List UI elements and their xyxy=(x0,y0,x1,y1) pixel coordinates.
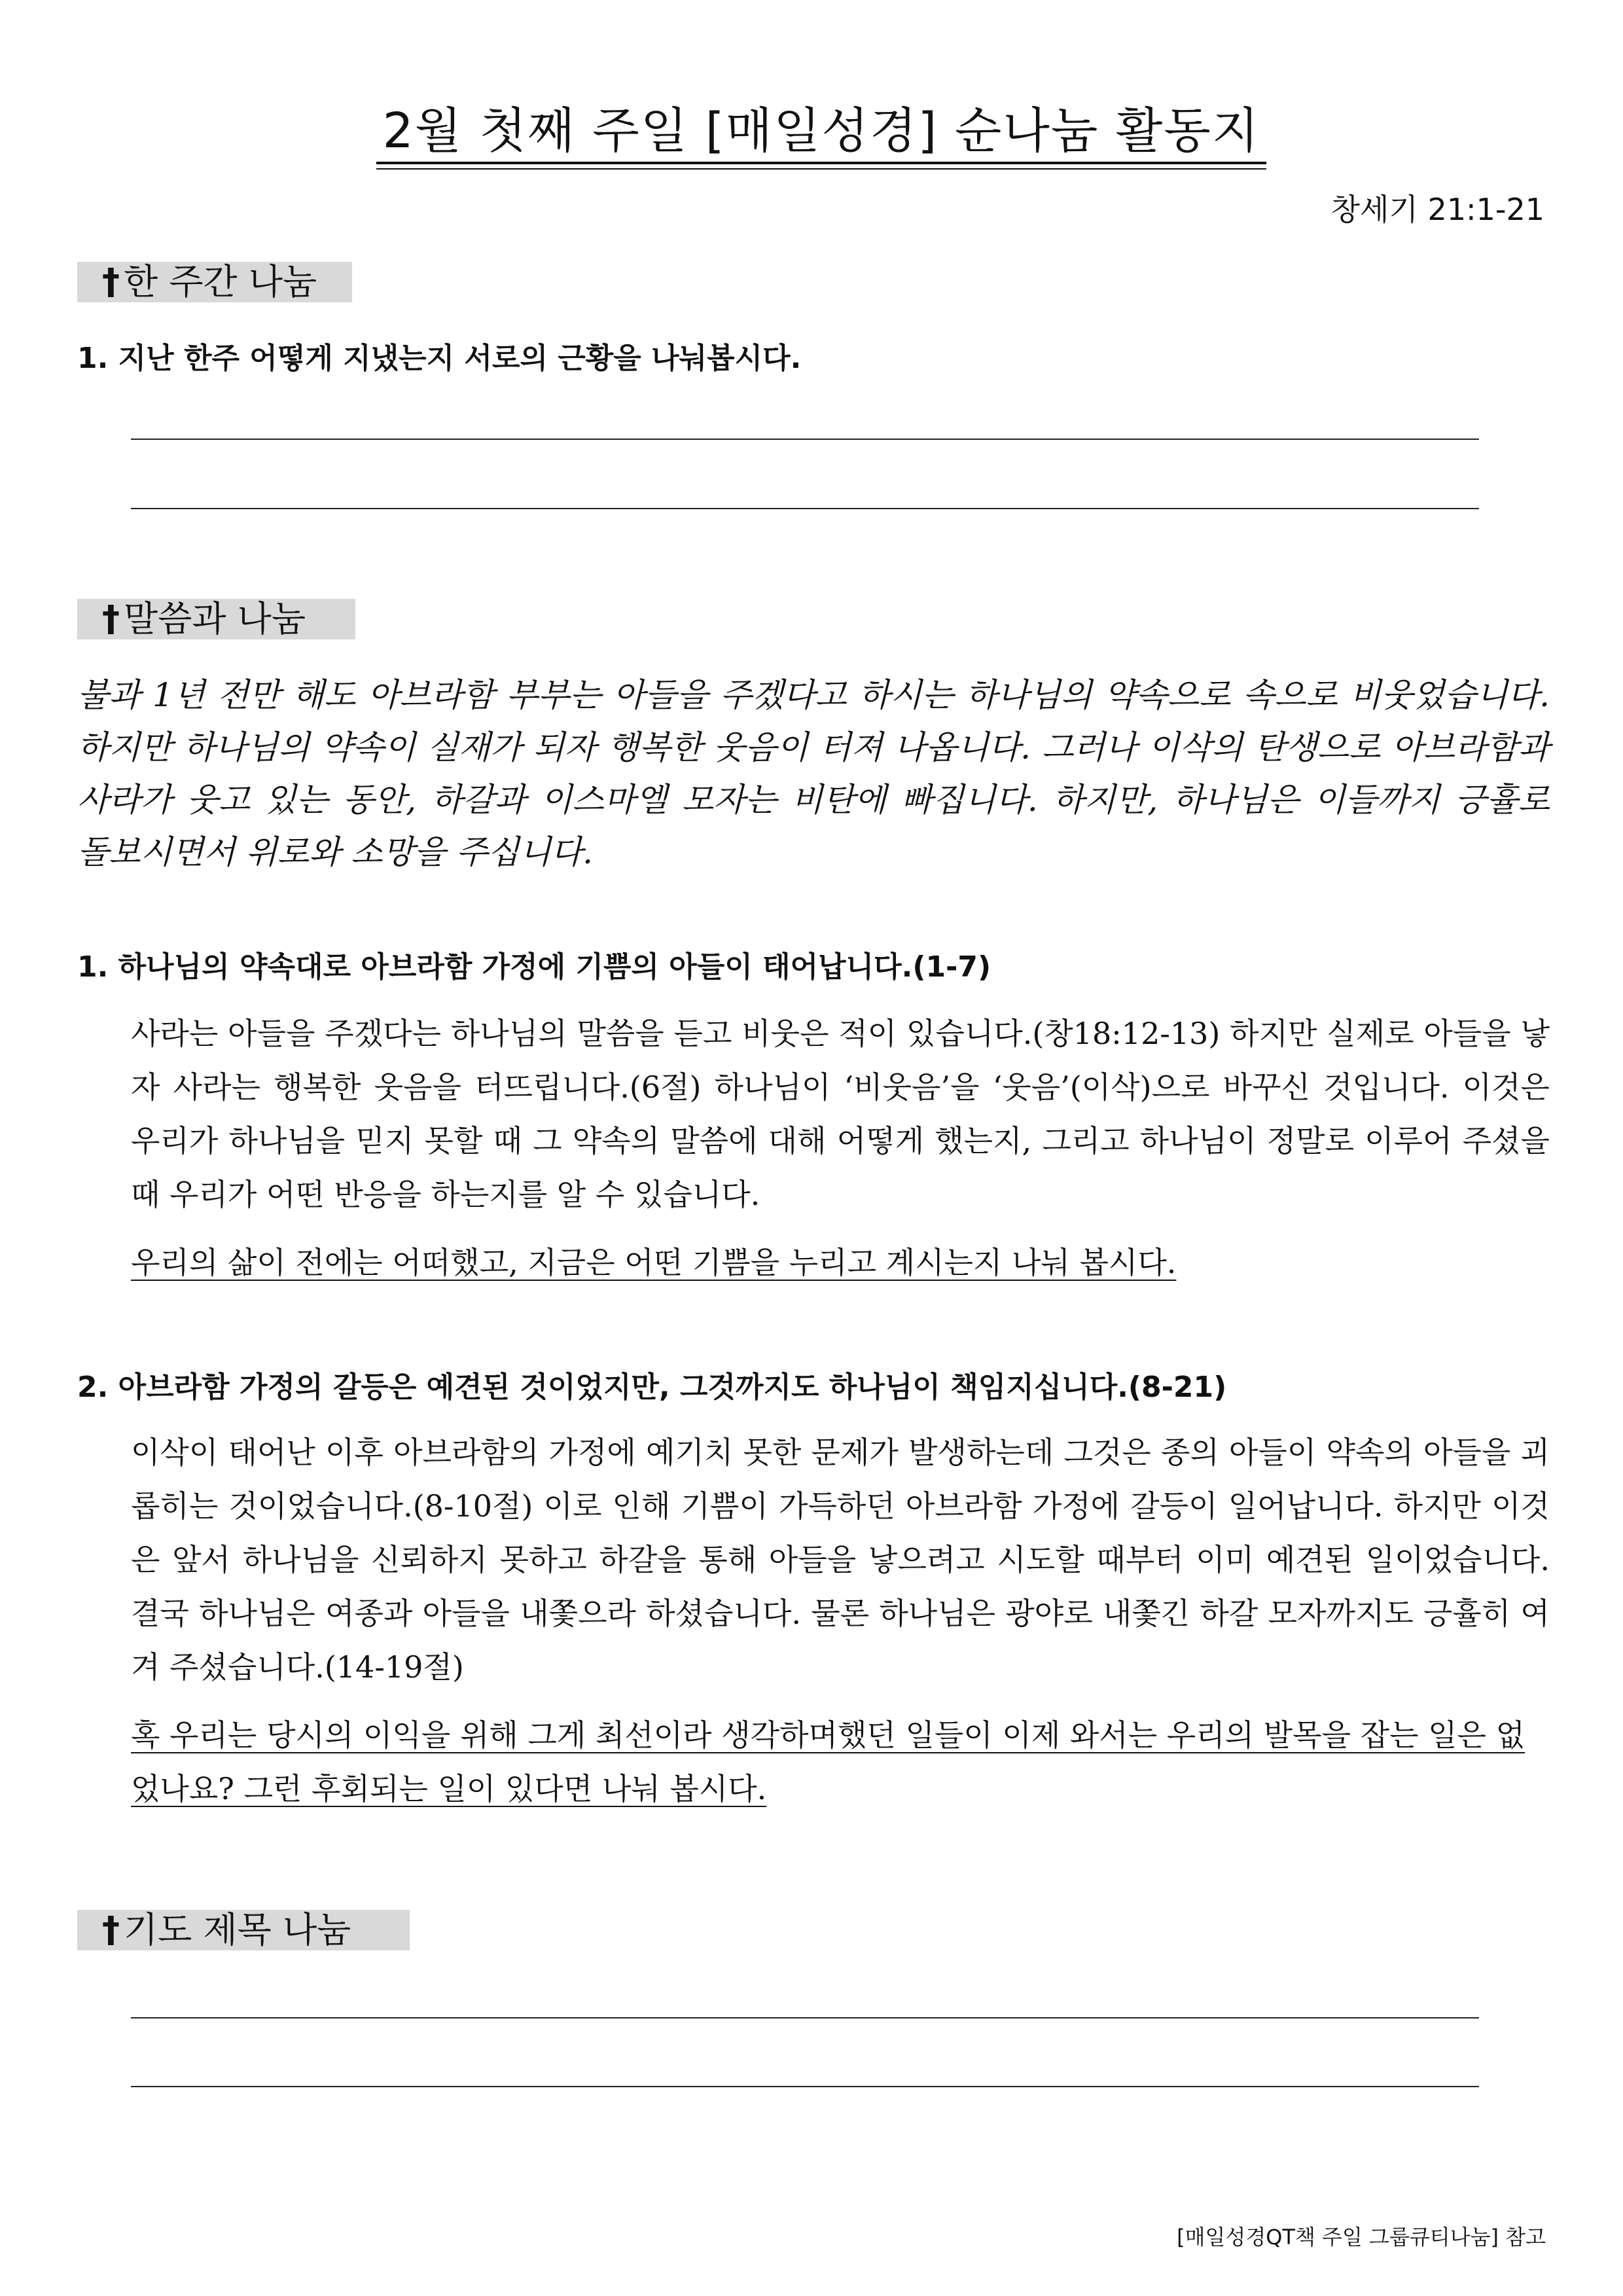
section-header-word xyxy=(77,599,355,639)
section-week-label: 한 주간 나눔 xyxy=(124,261,317,302)
point-discussion-prompt: 혹 우리는 당시의 이익을 위해 그게 최선이라 생각하며했던 일들이 이제 와서는 우리의 발목을 잡는 일은 없었나요? 그런 후회되는 일이 있다면 나눠 봅시다. xyxy=(131,1717,1525,1806)
title-underline-thick xyxy=(376,162,1266,164)
answer-line[interactable] xyxy=(131,2017,1479,2018)
answer-line[interactable] xyxy=(131,2086,1479,2087)
point-discussion-prompt: 우리의 삶이 전에는 어떠했고, 지금은 어떤 기쁨을 누리고 계시는지 나눠 봅시다. xyxy=(131,1245,1177,1280)
answer-line[interactable] xyxy=(131,508,1479,509)
page-title: 2월 첫째 주일 [매일성경] 순나눔 활동지 xyxy=(382,103,1260,159)
point-heading: 2. 아브라함 가정의 갈등은 예견된 것이었지만, 그것까지도 하나님이 책임지십니다.(8-21) xyxy=(77,1371,1227,1404)
point-heading: 1. 하나님의 약속대로 아브라함 가정에 기쁨의 아들이 태어납니다.(1-7) xyxy=(77,950,991,984)
section-header-week xyxy=(77,262,352,302)
point-body: 사라는 아들을 주겠다는 하나님의 말씀을 듣고 비웃은 적이 있습니다.(창18:12-13) 하지만 실제로 아들을 낳자 사라는 행복한 웃음을 터뜨립니다.(6절) 하나님이 ‘비웃음’을 ‘웃음’(이삭)으로 바꾸신 것입니다. 이것은 우리가 하나님을 믿지 못할 때 그 약속의 말씀에 대해 어떻게 했는지, 그리고 하나님이 정말로 이루어 주셨을 때 우리가 어떤 반응을 하는지를 알 수 있습니다. xyxy=(131,1016,1550,1212)
title-block xyxy=(376,98,1266,164)
word-intro-paragraph: 불과 1년 전만 해도 아브라함 부부는 아들을 주겠다고 하시는 하나님의 약속으로 속으로 비웃었습니다. 하지만 하나님의 약속이 실재가 되자 행복한 웃음이 터져 나옵니다. 그러나 이삭의 탄생으로 아브라함과 사라가 웃고 있는 동안, 하갈과 이스마엘 모자는 비탄에 빠집니다. 하지만, 하나님은 이들까지 긍휼로 돌보시면서 위로와 소망을 주십니다. xyxy=(77,676,1550,871)
cross-icon: † xyxy=(102,261,120,302)
section-header-prayer xyxy=(77,1910,410,1950)
section-word-label: 말씀과 나눔 xyxy=(124,598,306,639)
section-prayer-label: 기도 제목 나눔 xyxy=(124,1909,351,1950)
scripture-reference: 창세기 21:1-21 xyxy=(1330,192,1544,227)
cross-icon: † xyxy=(102,1909,120,1950)
week-question: 1. 지난 한주 어떻게 지냈는지 서로의 근황을 나눠봅시다. xyxy=(77,342,802,375)
cross-icon: † xyxy=(102,598,120,639)
title-underline-thin xyxy=(376,168,1266,170)
footer-note: [매일성경QT책 주일 그룹큐티나눔] 참고 xyxy=(1177,2225,1546,2250)
point-body: 이삭이 태어난 이후 아브라함의 가정에 예기치 못한 문제가 발생하는데 그것은 종의 아들이 약속의 아들을 괴롭히는 것이었습니다.(8-10절) 이로 인해 기쁨이 가득하던 아브라함 가정에 갈등이 일어납니다. 하지만 이것은 앞서 하나님을 신뢰하지 못하고 하갈을 통해 아들을 낳으려고 시도할 때부터 이미 예견된 일이었습니다. 결국 하나님은 여종과 아들을 내쫓으라 하셨습니다. 물론 하나님은 광야로 내쫓긴 하갈 모자까지도 긍휼히 여겨 주셨습니다.(14-19절) xyxy=(131,1435,1550,1685)
answer-line[interactable] xyxy=(131,439,1479,440)
